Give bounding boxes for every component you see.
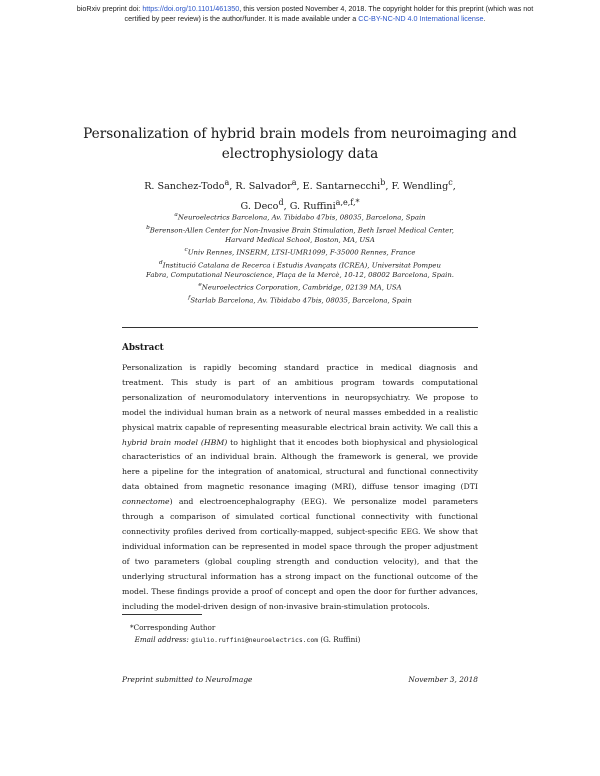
affiliation-line: $^b$Berenson-Allen Center for Non-Invasive Brain Stimulation, Beth Israel Medical Center, [146,224,454,234]
abstract-heading: Abstract [122,343,164,353]
hbm-term: hybrid brain model (HBM) [122,437,228,447]
corresponding-author-note: *Corresponding Author [130,623,216,632]
affiliation-line: Fabra, Computational Neuroscience, Plaça de la Mercè, 10-12, 08002 Barcelona, Spain. [146,271,454,280]
email-line [130,634,490,646]
affiliation-line: $^f$Starlab Barcelona, Av. Tibidabo 47bis, 08035, Barcelona, Spain [188,294,412,305]
affiliation-list [100,210,500,305]
header-suffix: . [483,14,486,23]
email-address[interactable]: giulio.ruffini@neuroelectrics.com [191,636,319,644]
author: E. Santarnecchi$^b$ [302,178,386,193]
affiliation-line: Harvard Medical School, Boston, MA, USA [225,236,375,244]
preprint-header [70,4,540,24]
affiliation-line: $^c$Univ Rennes, INSERM, LTSI-UMR1099, F-35000 Rennes, France [184,247,416,257]
abstract-top-rule [122,327,478,328]
page-footer [122,675,478,684]
header-prefix: bioRxiv preprint doi: [76,4,143,13]
affiliation-line: $^e$Neuroelectrics Corporation, Cambridge, 02139 MA, USA [198,282,402,292]
paper-title: Personalization of hybrid brain models from neuroimaging and electrophysiology data [83,126,517,162]
author-list: R. Sanchez-Todo$^a$, R. Salvador$^a$, E. Santarnecchi$^b$, F. Wendling$^c$, G. Deco$^d$, G. Ruffini$^{a,e,f,*}$ [144,178,456,213]
author: R. Sanchez-Todo$^a$ [144,178,230,193]
license-link[interactable]: CC-BY-NC-ND 4.0 International license [358,14,484,23]
connectome-term: connectome [122,497,170,507]
author: G. Deco$^d$ [240,198,284,213]
footnote-rule [122,614,202,615]
affiliation-line: $^d$Institució Catalana de Recerca i Estudis Avançats (ICREA), Universitat Pompeu [159,259,441,269]
author: F. Wendling$^c$ [391,178,453,193]
footer-date: November 3, 2018 [408,675,478,684]
footer-journal: Preprint submitted to NeuroImage [122,675,253,684]
footnote [130,622,490,646]
email-label: Email address: [134,635,189,644]
header-middle: , this version posted November 4, 2018. The copyright holder for this preprint (which was not certified by peer review) is the author/funder. It is made available under a [124,4,534,23]
author: G. Ruffini$^{a,e,f,*}$ [289,198,360,213]
doi-link[interactable]: https://doi.org/10.1101/461350 [142,4,240,13]
abstract-text: Personalization is rapidly becoming standard practice in medical diagnosis and treatment. This study is part of an ambitious program towards computational personalization of neuromodulatory interventions in neuropsychiatry. We propose to model the individual human brain as a network of neural masses embedded in a realistic physical matrix capable of representing measurable electrical brain activity. We call this a hybrid brain model (HBM) to highlight that it encodes both biophysical and physiological characteristics of an individual brain. Although the framework is general, we provide here a pipeline for the integration of anatomical, structural and functional connectivity data obtained from magnetic resonance imaging (MRI), diffuse tensor imaging (DTI connectome) and electroencephalography (EEG). We personalize model parameters through a comparison of simulated cortical functional connectivity with functional connectivity profiles derived from cortically-mapped, subject-specific EEG. We show that individual information can be represented in model space through the proper adjustment of two parameters (global coupling strength and conduction velocity), and that the underlying structural information has a strong impact on the functional outcome of the model. These findings provide a proof of concept and open the door for further advances, including the model-driven design of non-invasive brain-stimulation protocols. [122,363,478,611]
affiliation-line: $^a$Neuroelectrics Barcelona, Av. Tibidabo 47bis, 08035, Barcelona, Spain [174,212,426,222]
email-owner: (G. Ruffini) [320,635,361,644]
author: R. Salvador$^a$ [235,178,297,193]
